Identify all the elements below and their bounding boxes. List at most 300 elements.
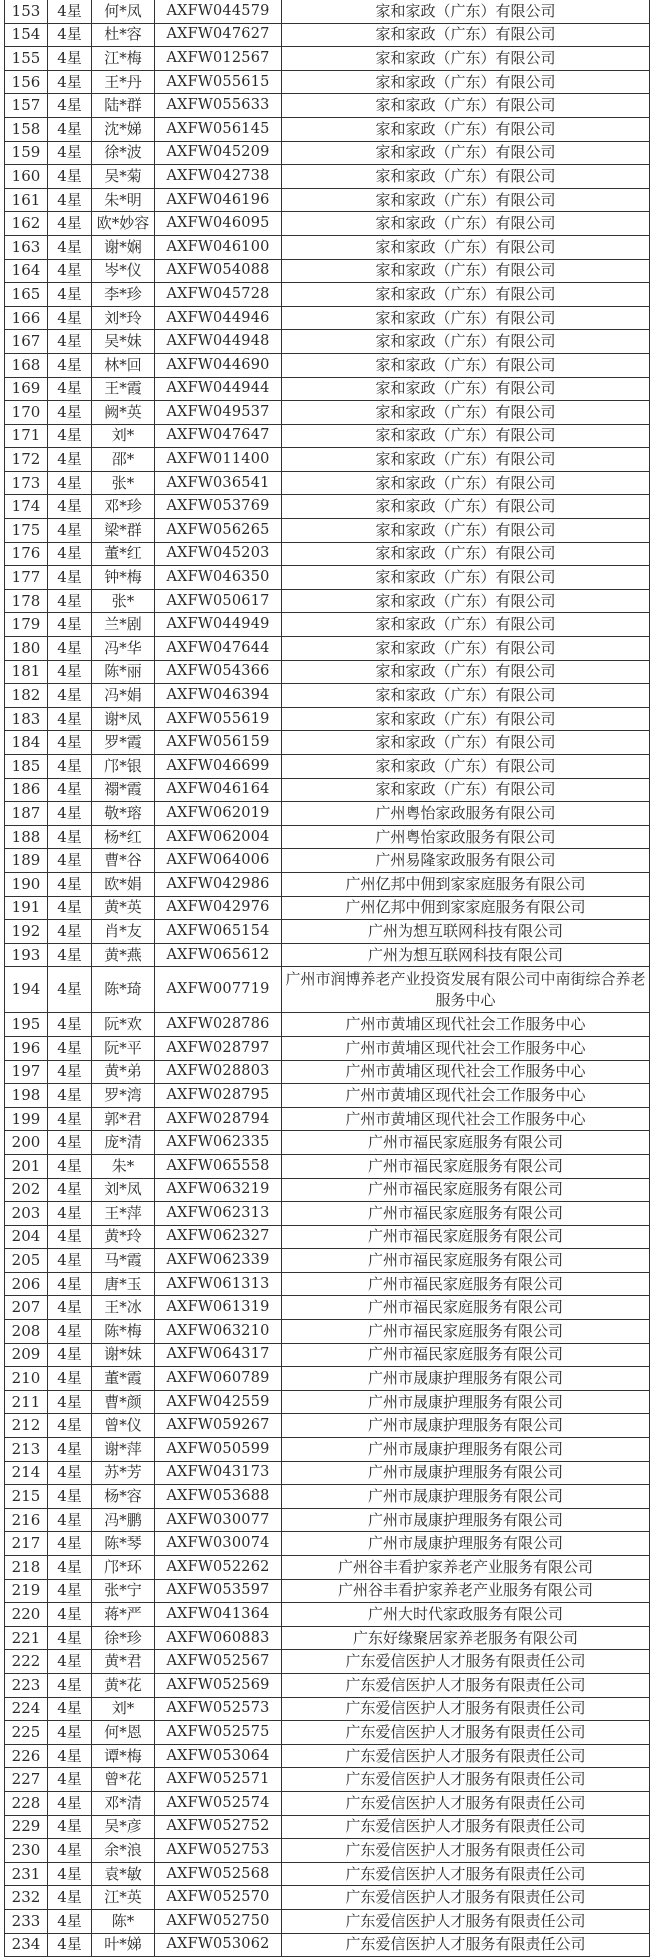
worker-name-cell: 兰*剧 [92,613,155,637]
worker-name-cell: 黄*英 [92,896,155,920]
star-level-cell: 4星 [48,235,92,259]
certificate-code-cell: AXFW052570 [155,1886,282,1910]
row-number-cell: 217 [5,1532,48,1556]
certificate-code-cell: AXFW053688 [155,1485,282,1509]
table-row [5,1131,650,1155]
row-number-cell: 202 [5,1178,48,1202]
organization-cell: 广东爱信医护人才服务有限责任公司 [282,1909,650,1933]
certificate-code-cell: AXFW056265 [155,519,282,543]
table-row [5,967,650,1013]
row-number-cell: 185 [5,755,48,779]
certificate-code-cell: AXFW052575 [155,1721,282,1745]
worker-name-cell: 欧*妙容 [92,212,155,236]
organization-cell: 家和家政（广东）有限公司 [282,448,650,472]
worker-name-cell: 谢*妹 [92,1343,155,1367]
worker-name-cell: 吴*菊 [92,165,155,189]
organization-cell: 广州市福民家庭服务有限公司 [282,1225,650,1249]
row-number-cell: 192 [5,920,48,944]
row-number-cell: 230 [5,1839,48,1863]
certificate-code-cell: AXFW044944 [155,377,282,401]
organization-cell: 广东爱信医护人才服务有限责任公司 [282,1721,650,1745]
star-level-cell: 4星 [48,1697,92,1721]
table-row [5,1154,650,1178]
worker-name-cell: 敬*瑢 [92,802,155,826]
star-level-cell: 4星 [48,70,92,94]
star-level-cell: 4星 [48,825,92,849]
organization-cell: 广州易隆家政服务有限公司 [282,849,650,873]
table-row [5,684,650,708]
organization-cell: 广州市黄埔区现代社会工作服务中心 [282,1036,650,1060]
worker-name-cell: 梁*群 [92,519,155,543]
worker-name-cell: 杜*容 [92,23,155,47]
row-number-cell: 183 [5,707,48,731]
certificate-code-cell: AXFW012567 [155,47,282,71]
worker-name-cell: 朱* [92,1154,155,1178]
star-level-cell: 4星 [48,1791,92,1815]
star-level-cell: 4星 [48,188,92,212]
organization-cell: 家和家政（广东）有限公司 [282,306,650,330]
star-level-cell: 4星 [48,47,92,71]
certificate-code-cell: AXFW046350 [155,566,282,590]
row-number-cell: 186 [5,778,48,802]
certificate-code-cell: AXFW036541 [155,471,282,495]
star-level-cell: 4星 [48,1579,92,1603]
star-level-cell: 4星 [48,589,92,613]
organization-cell: 广州市福民家庭服务有限公司 [282,1249,650,1273]
star-level-cell: 4星 [48,0,92,23]
organization-cell: 家和家政（广东）有限公司 [282,707,650,731]
worker-name-cell: 刘* [92,1697,155,1721]
table-row [5,283,650,307]
row-number-cell: 182 [5,684,48,708]
table-row [5,235,650,259]
row-number-cell: 190 [5,872,48,896]
star-level-cell: 4星 [48,731,92,755]
certificate-code-cell: AXFW042986 [155,872,282,896]
row-number-cell: 227 [5,1768,48,1792]
worker-name-cell: 邝*银 [92,755,155,779]
table-row [5,330,650,354]
table-row [5,1697,650,1721]
row-number-cell: 175 [5,519,48,543]
organization-cell: 家和家政（广东）有限公司 [282,613,650,637]
organization-cell: 家和家政（广东）有限公司 [282,401,650,425]
star-level-cell: 4星 [48,1343,92,1367]
row-number-cell: 167 [5,330,48,354]
table-row [5,0,650,23]
row-number-cell: 160 [5,165,48,189]
star-level-cell: 4星 [48,1626,92,1650]
certificate-code-cell: AXFW062004 [155,825,282,849]
organization-cell: 广州市晟康护理服务有限公司 [282,1508,650,1532]
certificate-code-cell: AXFW052571 [155,1768,282,1792]
star-level-cell: 4星 [48,1815,92,1839]
row-number-cell: 191 [5,896,48,920]
row-number-cell: 193 [5,943,48,967]
table-row [5,47,650,71]
table-row [5,471,650,495]
table-row [5,1013,650,1037]
certificate-code-cell: AXFW052750 [155,1909,282,1933]
certificate-code-cell: AXFW053597 [155,1579,282,1603]
certificate-code-cell: AXFW053062 [155,1933,282,1957]
row-number-cell: 219 [5,1579,48,1603]
worker-name-cell: 谢*娴 [92,235,155,259]
worker-name-cell: 徐*珍 [92,1626,155,1650]
row-number-cell: 213 [5,1438,48,1462]
certificate-code-cell: AXFW042559 [155,1390,282,1414]
organization-cell: 广州为想互联网科技有限公司 [282,943,650,967]
row-number-cell: 232 [5,1886,48,1910]
row-number-cell: 222 [5,1650,48,1674]
organization-cell: 广东爱信医护人才服务有限责任公司 [282,1791,650,1815]
row-number-cell: 226 [5,1744,48,1768]
star-level-cell: 4星 [48,1721,92,1745]
worker-name-cell: 刘*凤 [92,1178,155,1202]
certificate-code-cell: AXFW045728 [155,283,282,307]
organization-cell: 广州市晟康护理服务有限公司 [282,1438,650,1462]
worker-name-cell: 邓*珍 [92,495,155,519]
certificate-code-cell: AXFW053769 [155,495,282,519]
star-level-cell: 4星 [48,542,92,566]
organization-cell: 家和家政（广东）有限公司 [282,212,650,236]
star-level-cell: 4星 [48,1272,92,1296]
certificate-code-cell: AXFW063219 [155,1178,282,1202]
star-level-cell: 4星 [48,141,92,165]
organization-cell: 广东爱信医护人才服务有限责任公司 [282,1697,650,1721]
table-row [5,23,650,47]
row-number-cell: 210 [5,1367,48,1391]
star-level-cell: 4星 [48,755,92,779]
certificate-code-cell: AXFW055633 [155,94,282,118]
row-number-cell: 194 [5,967,48,1013]
table-row [5,755,650,779]
star-level-cell: 4星 [48,377,92,401]
worker-name-cell: 王*霞 [92,377,155,401]
row-number-cell: 172 [5,448,48,472]
table-row [5,1461,650,1485]
star-level-cell: 4星 [48,1225,92,1249]
star-level-cell: 4星 [48,94,92,118]
worker-name-cell: 吴*妹 [92,330,155,354]
organization-cell: 广州市晟康护理服务有限公司 [282,1461,650,1485]
organization-cell: 广州谷丰看护家养老产业服务有限公司 [282,1556,650,1580]
organization-cell: 广东爱信医护人才服务有限责任公司 [282,1650,650,1674]
row-number-cell: 201 [5,1154,48,1178]
organization-cell: 家和家政（广东）有限公司 [282,188,650,212]
star-level-cell: 4星 [48,1178,92,1202]
table-row [5,802,650,826]
certificate-code-cell: AXFW044949 [155,613,282,637]
table-row [5,1909,650,1933]
organization-cell: 家和家政（广东）有限公司 [282,660,650,684]
certificate-code-cell: AXFW047647 [155,424,282,448]
worker-name-cell: 郭*君 [92,1107,155,1131]
organization-cell: 家和家政（广东）有限公司 [282,637,650,661]
organization-cell: 广东爱信医护人才服务有限责任公司 [282,1886,650,1910]
table-row [5,141,650,165]
organization-cell: 家和家政（广东）有限公司 [282,283,650,307]
certificate-code-cell: AXFW062327 [155,1225,282,1249]
worker-name-cell: 谢*凤 [92,707,155,731]
certificate-code-cell: AXFW060789 [155,1367,282,1391]
certificate-code-cell: AXFW011400 [155,448,282,472]
worker-name-cell: 李*珍 [92,283,155,307]
table-row [5,731,650,755]
worker-name-cell: 马*霞 [92,1249,155,1273]
star-level-cell: 4星 [48,1508,92,1532]
table-row [5,707,650,731]
certificate-code-cell: AXFW044579 [155,0,282,23]
certificate-code-cell: AXFW061319 [155,1296,282,1320]
star-level-cell: 4星 [48,1673,92,1697]
table-row [5,377,650,401]
star-level-cell: 4星 [48,495,92,519]
star-level-cell: 4星 [48,1886,92,1910]
table-row [5,1343,650,1367]
certificate-code-cell: AXFW052568 [155,1862,282,1886]
row-number-cell: 223 [5,1673,48,1697]
row-number-cell: 195 [5,1013,48,1037]
organization-cell: 广州市福民家庭服务有限公司 [282,1320,650,1344]
table-row [5,353,650,377]
row-number-cell: 179 [5,613,48,637]
certificate-code-cell: AXFW030074 [155,1532,282,1556]
organization-cell: 家和家政（广东）有限公司 [282,141,650,165]
certificate-code-cell: AXFW054088 [155,259,282,283]
certificate-code-cell: AXFW055619 [155,707,282,731]
row-number-cell: 162 [5,212,48,236]
organization-cell: 广州亿邦中佣到家家庭服务有限公司 [282,872,650,896]
certificate-code-cell: AXFW042738 [155,165,282,189]
certificate-code-cell: AXFW028786 [155,1013,282,1037]
certificate-code-cell: AXFW062313 [155,1202,282,1226]
star-level-cell: 4星 [48,448,92,472]
organization-cell: 家和家政（广东）有限公司 [282,377,650,401]
star-level-cell: 4星 [48,778,92,802]
worker-name-cell: 冯*鹏 [92,1508,155,1532]
certificate-code-cell: AXFW055615 [155,70,282,94]
star-level-cell: 4星 [48,896,92,920]
organization-cell: 广州粤怡家政服务有限公司 [282,825,650,849]
certificate-code-cell: AXFW046699 [155,755,282,779]
star-level-cell: 4星 [48,1556,92,1580]
certificate-code-cell: AXFW050617 [155,589,282,613]
table-row [5,1225,650,1249]
table-row [5,1886,650,1910]
certificate-code-cell: AXFW052567 [155,1650,282,1674]
row-number-cell: 214 [5,1461,48,1485]
row-number-cell: 173 [5,471,48,495]
worker-name-cell: 江*英 [92,1886,155,1910]
row-number-cell: 180 [5,637,48,661]
table-row [5,1508,650,1532]
row-number-cell: 200 [5,1131,48,1155]
worker-name-cell: 徐*波 [92,141,155,165]
row-number-cell: 198 [5,1084,48,1108]
table-row [5,70,650,94]
star-level-cell: 4星 [48,353,92,377]
star-level-cell: 4星 [48,424,92,448]
row-number-cell: 204 [5,1225,48,1249]
worker-name-cell: 蒋*严 [92,1603,155,1627]
table-row [5,1862,650,1886]
worker-name-cell: 何*凤 [92,0,155,23]
table-row [5,1815,650,1839]
certificate-code-cell: AXFW042976 [155,896,282,920]
certificate-code-cell: AXFW044946 [155,306,282,330]
table-row [5,1556,650,1580]
organization-cell: 广东好缘聚居家养老服务有限公司 [282,1626,650,1650]
organization-cell: 广州粤怡家政服务有限公司 [282,802,650,826]
row-number-cell: 170 [5,401,48,425]
table-row [5,637,650,661]
certificate-code-cell: AXFW064317 [155,1343,282,1367]
worker-name-cell: 陈* [92,1909,155,1933]
table-row [5,1791,650,1815]
worker-name-cell: 禤*霞 [92,778,155,802]
worker-name-cell: 袁*敏 [92,1862,155,1886]
row-number-cell: 199 [5,1107,48,1131]
certificate-code-cell: AXFW028795 [155,1084,282,1108]
certificate-code-cell: AXFW047644 [155,637,282,661]
certificate-code-cell: AXFW056159 [155,731,282,755]
table-row [5,519,650,543]
star-level-cell: 4星 [48,1650,92,1674]
star-level-cell: 4星 [48,1839,92,1863]
row-number-cell: 166 [5,306,48,330]
star-level-cell: 4星 [48,1084,92,1108]
worker-name-cell: 何*恩 [92,1721,155,1745]
worker-name-cell: 黄*玲 [92,1225,155,1249]
worker-name-cell: 谢*萍 [92,1438,155,1462]
table-row [5,943,650,967]
certificate-code-cell: AXFW007719 [155,967,282,1013]
worker-name-cell: 黄*燕 [92,943,155,967]
worker-name-cell: 邝*环 [92,1556,155,1580]
organization-cell: 家和家政（广东）有限公司 [282,330,650,354]
table-row [5,613,650,637]
row-number-cell: 155 [5,47,48,71]
star-level-cell: 4星 [48,1060,92,1084]
star-level-cell: 4星 [48,684,92,708]
worker-name-cell: 陆*群 [92,94,155,118]
table-row [5,1438,650,1462]
table-row [5,1768,650,1792]
row-number-cell: 169 [5,377,48,401]
table-row [5,1485,650,1509]
row-number-cell: 221 [5,1626,48,1650]
organization-cell: 广州市福民家庭服务有限公司 [282,1202,650,1226]
star-level-cell: 4星 [48,1438,92,1462]
row-number-cell: 158 [5,117,48,141]
certificate-code-cell: AXFW046196 [155,188,282,212]
row-number-cell: 177 [5,566,48,590]
table-row [5,1673,650,1697]
worker-name-cell: 罗*湾 [92,1084,155,1108]
organization-cell: 广州市晟康护理服务有限公司 [282,1367,650,1391]
row-number-cell: 187 [5,802,48,826]
certificate-code-cell: AXFW046164 [155,778,282,802]
certificate-code-cell: AXFW030077 [155,1508,282,1532]
worker-name-cell: 邓*清 [92,1791,155,1815]
table-row [5,1626,650,1650]
table-row [5,896,650,920]
worker-name-cell: 刘* [92,424,155,448]
table-row [5,94,650,118]
organization-cell: 家和家政（广东）有限公司 [282,731,650,755]
worker-name-cell: 陈*梅 [92,1320,155,1344]
table-row [5,1367,650,1391]
row-number-cell: 203 [5,1202,48,1226]
row-number-cell: 216 [5,1508,48,1532]
worker-name-cell: 张* [92,589,155,613]
certificate-code-cell: AXFW065154 [155,920,282,944]
certificate-code-cell: AXFW052573 [155,1697,282,1721]
certificate-code-cell: AXFW052262 [155,1556,282,1580]
organization-cell: 家和家政（广东）有限公司 [282,424,650,448]
worker-name-cell: 张*宁 [92,1579,155,1603]
organization-cell: 广东爱信医护人才服务有限责任公司 [282,1862,650,1886]
table-row [5,589,650,613]
certificate-code-cell: AXFW065558 [155,1154,282,1178]
worker-name-cell: 王*丹 [92,70,155,94]
organization-cell: 家和家政（广东）有限公司 [282,94,650,118]
organization-cell: 家和家政（广东）有限公司 [282,542,650,566]
certificate-code-cell: AXFW062019 [155,802,282,826]
certificate-code-cell: AXFW054366 [155,660,282,684]
table-row [5,401,650,425]
table-row [5,542,650,566]
roster-table [4,0,650,1957]
organization-cell: 广州大时代家政服务有限公司 [282,1603,650,1627]
row-number-cell: 208 [5,1320,48,1344]
star-level-cell: 4星 [48,1202,92,1226]
star-level-cell: 4星 [48,1131,92,1155]
organization-cell: 家和家政（广东）有限公司 [282,235,650,259]
organization-cell: 家和家政（广东）有限公司 [282,47,650,71]
organization-cell: 家和家政（广东）有限公司 [282,495,650,519]
row-number-cell: 163 [5,235,48,259]
table-row [5,1084,650,1108]
organization-cell: 家和家政（广东）有限公司 [282,778,650,802]
worker-name-cell: 庞*清 [92,1131,155,1155]
organization-cell: 广州市福民家庭服务有限公司 [282,1178,650,1202]
star-level-cell: 4星 [48,1744,92,1768]
table-row [5,212,650,236]
worker-name-cell: 陈*琴 [92,1532,155,1556]
certificate-code-cell: AXFW043173 [155,1461,282,1485]
certificate-code-cell: AXFW061313 [155,1272,282,1296]
row-number-cell: 159 [5,141,48,165]
table-row [5,448,650,472]
certificate-code-cell: AXFW062339 [155,1249,282,1273]
worker-name-cell: 黄*花 [92,1673,155,1697]
organization-cell: 家和家政（广东）有限公司 [282,519,650,543]
row-number-cell: 161 [5,188,48,212]
organization-cell: 广州亿邦中佣到家家庭服务有限公司 [282,896,650,920]
certificate-code-cell: AXFW056145 [155,117,282,141]
worker-name-cell: 沈*娣 [92,117,155,141]
certificate-code-cell: AXFW044948 [155,330,282,354]
star-level-cell: 4星 [48,1320,92,1344]
star-level-cell: 4星 [48,212,92,236]
organization-cell: 广州市福民家庭服务有限公司 [282,1343,650,1367]
star-level-cell: 4星 [48,637,92,661]
worker-name-cell: 余*浪 [92,1839,155,1863]
worker-name-cell: 杨*容 [92,1485,155,1509]
worker-name-cell: 钟*梅 [92,566,155,590]
